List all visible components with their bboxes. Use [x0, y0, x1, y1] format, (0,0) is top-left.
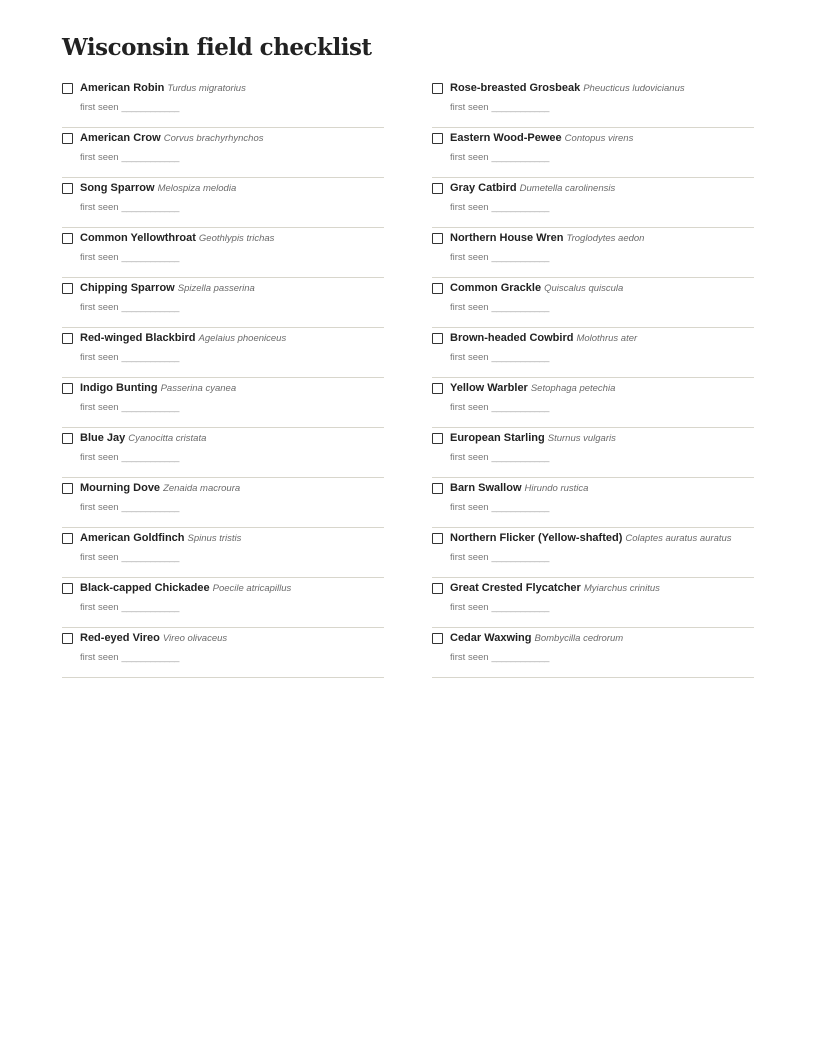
species-line	[80, 281, 255, 296]
checklist-item	[62, 629, 384, 678]
first-seen-blank[interactable]: ____________	[491, 202, 549, 213]
checklist-item	[432, 179, 754, 228]
first-seen-blank[interactable]: ____________	[121, 102, 179, 113]
scientific-name: Zenaida macroura	[163, 483, 241, 494]
species-line	[450, 381, 615, 396]
first-seen-line	[450, 352, 549, 364]
first-seen-line	[450, 652, 549, 664]
first-seen-label: first seen	[80, 302, 119, 313]
checkbox[interactable]	[62, 483, 73, 494]
first-seen-label: first seen	[80, 402, 119, 413]
first-seen-label: first seen	[450, 302, 489, 313]
checklist-item	[432, 129, 754, 178]
page-title: Wisconsin field checklist	[62, 34, 372, 61]
first-seen-line	[80, 502, 179, 514]
scientific-name: Geothlypis trichas	[198, 233, 275, 244]
species-line	[80, 181, 236, 196]
checkbox[interactable]	[432, 633, 443, 644]
common-name: Common Yellowthroat	[80, 232, 196, 244]
checklist-item	[432, 229, 754, 278]
first-seen-line	[450, 102, 549, 114]
first-seen-blank[interactable]: ____________	[121, 302, 179, 313]
first-seen-blank[interactable]: ____________	[491, 502, 549, 513]
checklist-item	[62, 279, 384, 328]
first-seen-line	[450, 552, 549, 564]
first-seen-label: first seen	[80, 252, 119, 263]
common-name: Yellow Warbler	[450, 382, 528, 394]
species-line	[450, 581, 660, 596]
checkbox[interactable]	[432, 183, 443, 194]
first-seen-line	[80, 102, 179, 114]
species-line	[80, 431, 206, 446]
checkbox[interactable]	[432, 133, 443, 144]
species-line	[450, 81, 685, 96]
common-name: Chipping Sparrow	[80, 282, 175, 294]
common-name: Cedar Waxwing	[450, 632, 532, 644]
first-seen-line	[450, 602, 549, 614]
common-name: Blue Jay	[80, 432, 126, 444]
checkbox[interactable]	[432, 233, 443, 244]
checkbox[interactable]	[432, 433, 443, 444]
first-seen-line	[80, 602, 179, 614]
checklist-item	[432, 429, 754, 478]
first-seen-blank[interactable]: ____________	[121, 202, 179, 213]
first-seen-label: first seen	[450, 202, 489, 213]
checkbox[interactable]	[62, 333, 73, 344]
scientific-name: Dumetella carolinensis	[519, 183, 616, 194]
species-line	[80, 331, 286, 346]
scientific-name: Molothrus ater	[576, 333, 638, 344]
common-name: Barn Swallow	[450, 482, 522, 494]
common-name: Northern House Wren	[450, 232, 564, 244]
common-name: American Crow	[80, 132, 161, 144]
scientific-name: Pheucticus ludovicianus	[583, 83, 685, 94]
checkbox[interactable]	[62, 283, 73, 294]
first-seen-blank[interactable]: ____________	[121, 252, 179, 263]
scientific-name: Poecile atricapillus	[212, 583, 292, 594]
first-seen-label: first seen	[450, 352, 489, 363]
species-line	[80, 581, 291, 596]
checklist-columns	[62, 79, 754, 679]
checklist-item	[62, 579, 384, 628]
first-seen-label: first seen	[80, 502, 119, 513]
first-seen-blank[interactable]: ____________	[491, 252, 549, 263]
first-seen-blank[interactable]: ____________	[121, 502, 179, 513]
species-line	[80, 81, 246, 96]
common-name: Mourning Dove	[80, 482, 161, 494]
scientific-name: Colaptes auratus auratus	[625, 533, 732, 544]
checklist-item	[62, 429, 384, 478]
scientific-name: Melospiza melodia	[157, 183, 237, 194]
checkbox[interactable]	[62, 83, 73, 94]
first-seen-line	[450, 302, 549, 314]
checkbox[interactable]	[62, 633, 73, 644]
common-name: Rose-breasted Grosbeak	[450, 82, 581, 94]
checkbox[interactable]	[62, 233, 73, 244]
checkbox[interactable]	[432, 383, 443, 394]
species-line	[80, 231, 274, 246]
first-seen-label: first seen	[450, 652, 489, 663]
first-seen-blank[interactable]: ____________	[121, 552, 179, 563]
common-name: Black-capped Chickadee	[80, 582, 210, 594]
first-seen-label: first seen	[80, 652, 119, 663]
checklist-item	[62, 229, 384, 278]
first-seen-line	[80, 402, 179, 414]
scientific-name: Contopus virens	[564, 133, 634, 144]
first-seen-line	[80, 202, 179, 214]
first-seen-blank[interactable]: ____________	[121, 652, 179, 663]
first-seen-label: first seen	[450, 502, 489, 513]
checkbox[interactable]	[62, 133, 73, 144]
scientific-name: Bombycilla cedrorum	[534, 633, 624, 644]
checkbox[interactable]	[432, 83, 443, 94]
common-name: Red-winged Blackbird	[80, 332, 196, 344]
species-line	[80, 381, 236, 396]
scientific-name: Hirundo rustica	[524, 483, 589, 494]
checkbox[interactable]	[62, 383, 73, 394]
first-seen-label: first seen	[450, 602, 489, 613]
checklist-item	[62, 179, 384, 228]
common-name: European Starling	[450, 432, 545, 444]
species-line	[450, 281, 623, 296]
species-line	[450, 631, 623, 646]
scientific-name: Corvus brachyrhynchos	[163, 133, 264, 144]
first-seen-blank[interactable]: ____________	[491, 352, 549, 363]
first-seen-label: first seen	[80, 352, 119, 363]
first-seen-label: first seen	[80, 552, 119, 563]
checklist-item	[62, 79, 384, 128]
common-name: Red-eyed Vireo	[80, 632, 160, 644]
species-line	[450, 331, 637, 346]
checkbox[interactable]	[62, 533, 73, 544]
species-line	[80, 131, 264, 146]
common-name: Eastern Wood-Pewee	[450, 132, 562, 144]
first-seen-label: first seen	[80, 202, 119, 213]
first-seen-label: first seen	[80, 452, 119, 463]
scientific-name: Quiscalus quiscula	[544, 283, 624, 294]
first-seen-label: first seen	[450, 402, 489, 413]
scientific-name: Passerina cyanea	[160, 383, 237, 394]
first-seen-blank[interactable]: ____________	[121, 152, 179, 163]
first-seen-blank[interactable]: ____________	[491, 452, 549, 463]
checklist-page	[62, 30, 754, 679]
checklist-item	[62, 479, 384, 528]
first-seen-label: first seen	[450, 152, 489, 163]
first-seen-label: first seen	[450, 102, 489, 113]
first-seen-line	[80, 352, 179, 364]
checkbox[interactable]	[432, 333, 443, 344]
species-line	[450, 431, 616, 446]
scientific-name: Troglodytes aedon	[566, 233, 645, 244]
first-seen-blank[interactable]: ____________	[121, 602, 179, 613]
species-line	[450, 481, 588, 496]
checklist-item	[432, 479, 754, 528]
first-seen-line	[80, 252, 179, 264]
first-seen-label: first seen	[450, 252, 489, 263]
first-seen-line	[80, 152, 179, 164]
first-seen-blank[interactable]: ____________	[121, 452, 179, 463]
scientific-name: Turdus migratorius	[167, 83, 246, 94]
first-seen-blank[interactable]: ____________	[491, 652, 549, 663]
right-column	[432, 79, 754, 679]
common-name: Song Sparrow	[80, 182, 155, 194]
common-name: Northern Flicker (Yellow-shafted)	[450, 532, 623, 544]
species-line	[80, 631, 227, 646]
species-line	[450, 131, 633, 146]
common-name: Gray Catbird	[450, 182, 517, 194]
first-seen-blank[interactable]: ____________	[491, 602, 549, 613]
first-seen-blank[interactable]: ____________	[491, 402, 549, 413]
first-seen-line	[450, 402, 549, 414]
checklist-item	[62, 529, 384, 578]
checkbox[interactable]	[432, 533, 443, 544]
checklist-item	[62, 329, 384, 378]
species-line	[450, 531, 732, 546]
first-seen-line	[80, 652, 179, 664]
checklist-item	[432, 279, 754, 328]
checklist-item	[432, 629, 754, 678]
checkbox[interactable]	[62, 583, 73, 594]
common-name: Brown-headed Cowbird	[450, 332, 574, 344]
checkbox[interactable]	[432, 483, 443, 494]
checkbox[interactable]	[432, 583, 443, 594]
checklist-item	[432, 579, 754, 628]
scientific-name: Spinus tristis	[187, 533, 242, 544]
scientific-name: Myiarchus crinitus	[583, 583, 660, 594]
checklist-item	[432, 379, 754, 428]
first-seen-blank[interactable]: ____________	[121, 352, 179, 363]
scientific-name: Spizella passerina	[177, 283, 255, 294]
checkbox[interactable]	[432, 283, 443, 294]
scientific-name: Vireo olivaceus	[162, 633, 228, 644]
first-seen-blank[interactable]: ____________	[491, 152, 549, 163]
species-line	[80, 531, 241, 546]
first-seen-line	[80, 552, 179, 564]
common-name: Common Grackle	[450, 282, 542, 294]
species-line	[450, 231, 644, 246]
common-name: Indigo Bunting	[80, 382, 158, 394]
first-seen-line	[80, 302, 179, 314]
common-name: Great Crested Flycatcher	[450, 582, 581, 594]
first-seen-label: first seen	[80, 152, 119, 163]
first-seen-label: first seen	[80, 602, 119, 613]
species-line	[80, 481, 240, 496]
scientific-name: Sturnus vulgaris	[547, 433, 616, 444]
checklist-item	[432, 329, 754, 378]
left-column	[62, 79, 384, 679]
species-line	[450, 181, 615, 196]
first-seen-label: first seen	[450, 452, 489, 463]
first-seen-line	[450, 152, 549, 164]
checkbox[interactable]	[62, 183, 73, 194]
common-name: American Goldfinch	[80, 532, 185, 544]
first-seen-label: first seen	[450, 552, 489, 563]
checkbox[interactable]	[62, 433, 73, 444]
scientific-name: Setophaga petechia	[530, 383, 616, 394]
first-seen-blank[interactable]: ____________	[491, 302, 549, 313]
checklist-item	[62, 379, 384, 428]
checklist-item	[432, 79, 754, 128]
checklist-item	[62, 129, 384, 178]
first-seen-line	[450, 252, 549, 264]
first-seen-line	[450, 202, 549, 214]
first-seen-label: first seen	[80, 102, 119, 113]
first-seen-blank[interactable]: ____________	[491, 102, 549, 113]
scientific-name: Cyanocitta cristata	[128, 433, 207, 444]
first-seen-line	[450, 502, 549, 514]
first-seen-line	[80, 452, 179, 464]
common-name: American Robin	[80, 82, 165, 94]
scientific-name: Agelaius phoeniceus	[198, 333, 287, 344]
first-seen-blank[interactable]: ____________	[121, 402, 179, 413]
checklist-item	[432, 529, 754, 578]
first-seen-blank[interactable]: ____________	[491, 552, 549, 563]
first-seen-line	[450, 452, 549, 464]
